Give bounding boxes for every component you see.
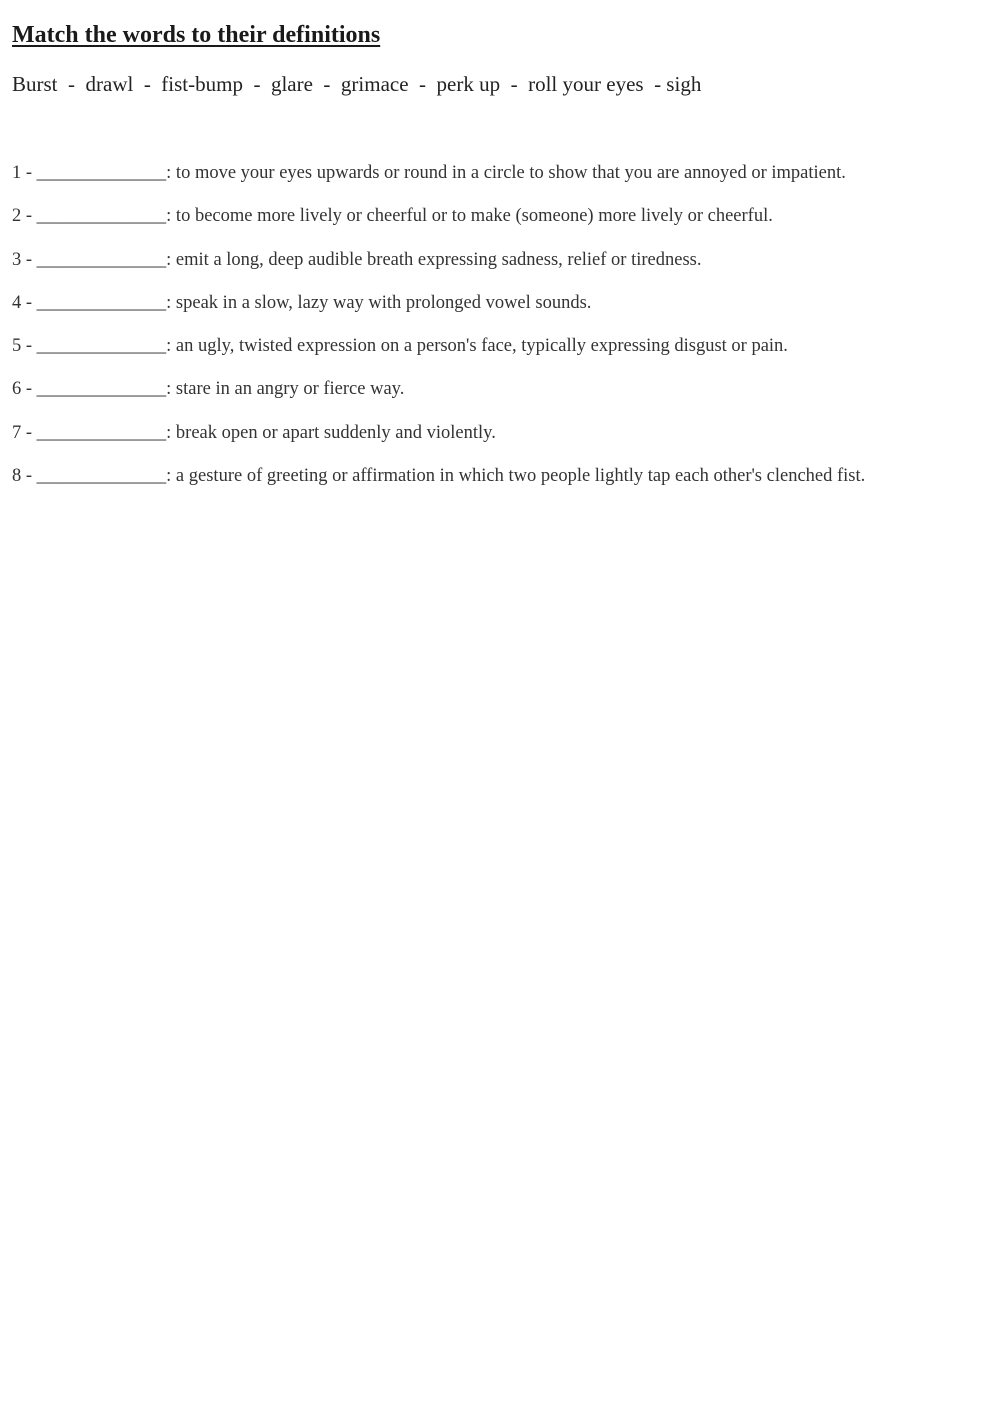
definition-list (12, 160, 992, 506)
list-item (12, 247, 992, 290)
item-definition: : an ugly, twisted expression on a person's face, typically expressing disgust or pain. (166, 336, 788, 357)
item-number: 5 - (12, 336, 33, 357)
item-definition: : emit a long, deep audible breath expressing sadness, relief or tiredness. (166, 249, 702, 270)
item-definition: : a gesture of greeting or affirmation in which two people lightly tap each other's clenched fist. (166, 466, 866, 487)
item-definition: : stare in an angry or fierce way. (166, 379, 405, 400)
item-definition: : speak in a slow, lazy way with prolonged vowel sounds. (166, 292, 592, 313)
item-number: 6 - (12, 379, 33, 400)
list-item (12, 290, 992, 333)
answer-blank[interactable]: ______________ (36, 336, 167, 357)
page-title: Match the words to their definitions (12, 22, 381, 48)
list-item (12, 203, 992, 246)
answer-blank[interactable]: ______________ (36, 379, 167, 400)
answer-blank[interactable]: ______________ (36, 422, 167, 443)
answer-blank[interactable]: ______________ (36, 206, 167, 227)
list-item (12, 376, 992, 419)
item-number: 2 - (12, 206, 33, 227)
list-item (12, 420, 992, 463)
word-bank: Burst - drawl - fist-bump - glare - grimace - perk up - roll your eyes - sigh (12, 72, 702, 96)
answer-blank[interactable]: ______________ (36, 163, 167, 183)
list-item (12, 333, 992, 376)
list-item (12, 160, 992, 203)
list-item (12, 463, 992, 506)
item-number: 4 - (12, 292, 33, 313)
item-definition: : to move your eyes upwards or round in a circle to show that you are annoyed or impatient. (166, 163, 846, 183)
item-definition: : break open or apart suddenly and violently. (166, 422, 496, 443)
answer-blank[interactable]: ______________ (36, 466, 167, 487)
item-definition: : to become more lively or cheerful or to make (someone) more lively or cheerful. (166, 206, 773, 227)
item-number: 8 - (12, 466, 33, 487)
answer-blank[interactable]: ______________ (36, 249, 167, 270)
item-number: 1 - (12, 163, 33, 183)
answer-blank[interactable]: ______________ (36, 292, 167, 313)
item-number: 3 - (12, 249, 33, 270)
item-number: 7 - (12, 422, 33, 443)
